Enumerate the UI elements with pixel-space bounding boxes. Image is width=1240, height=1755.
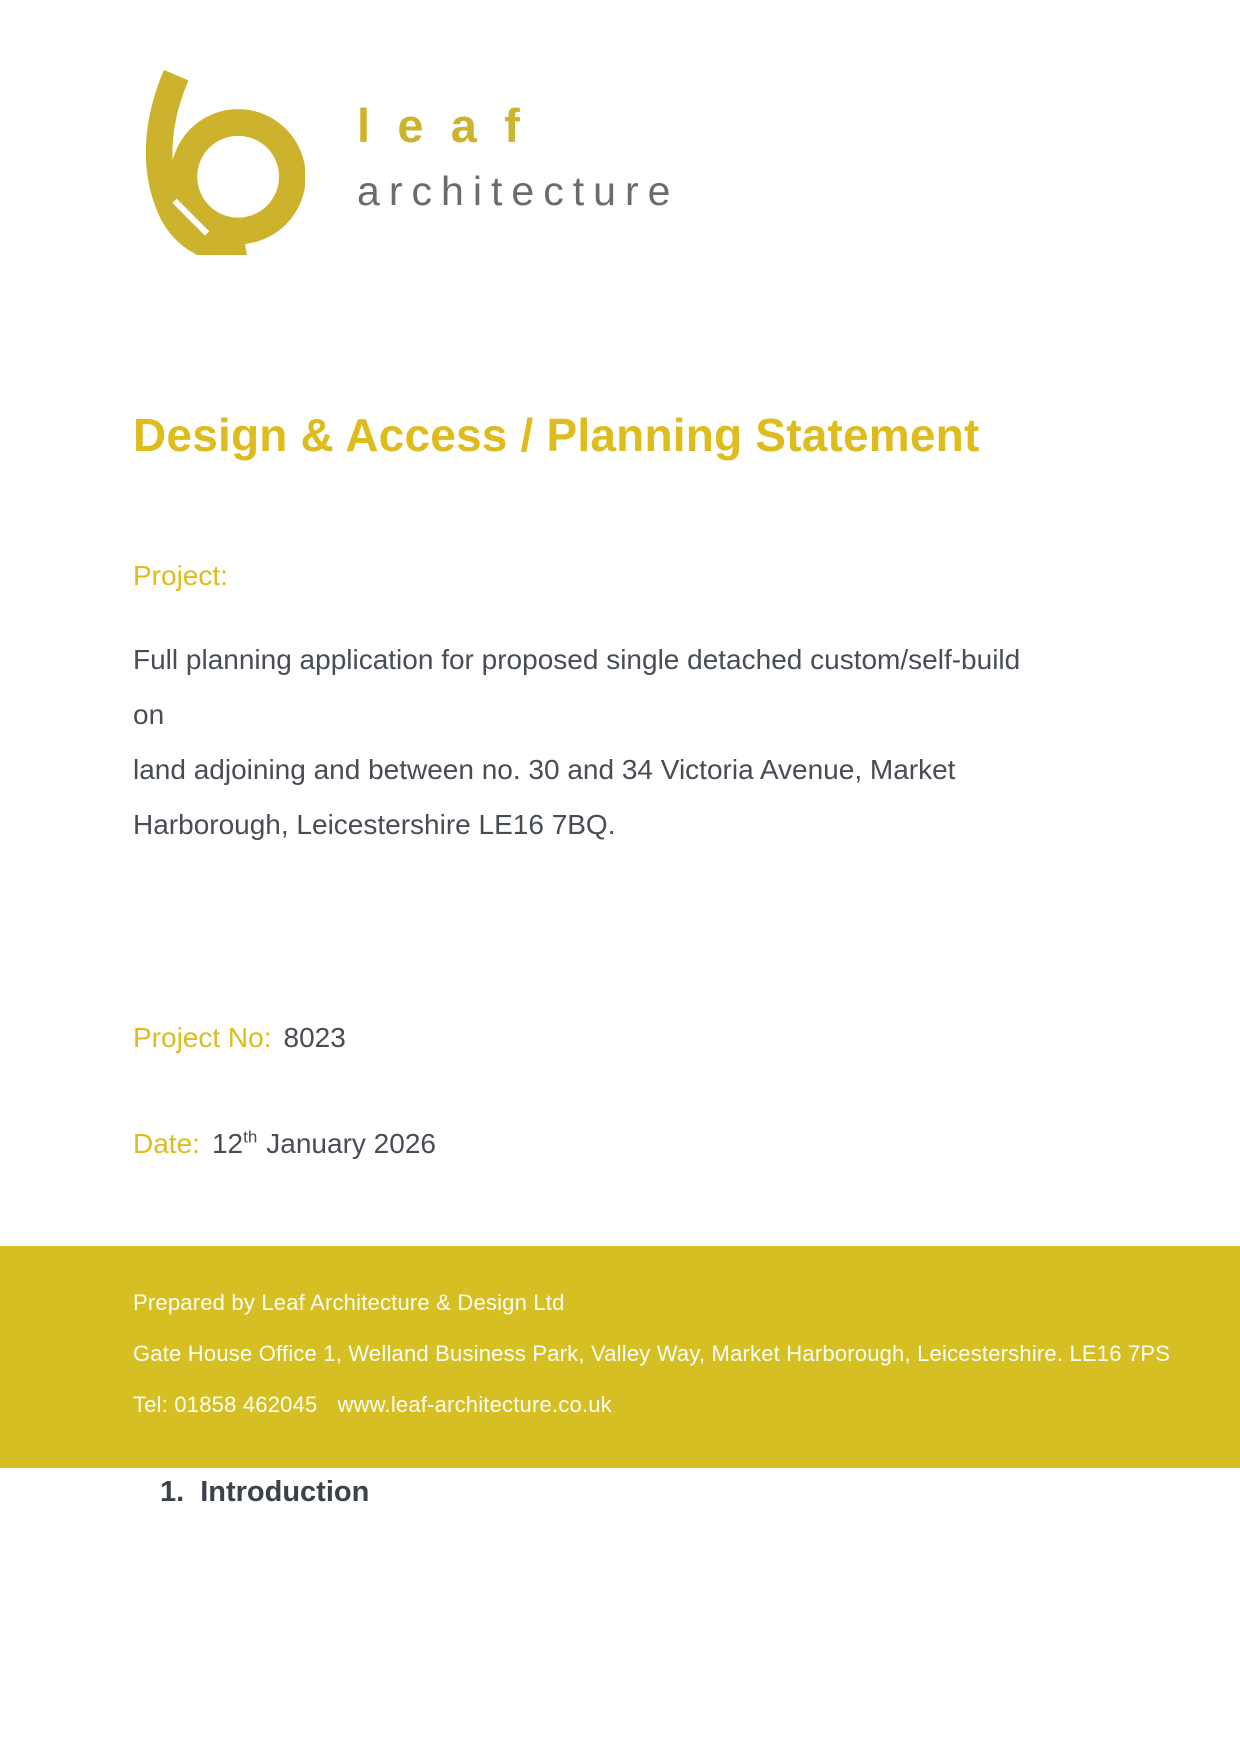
footer-contact-row — [133, 1394, 1240, 1416]
project-description-line: Harborough, Leicestershire LE16 7BQ. — [133, 809, 616, 840]
project-description-line: Full planning application for proposed single detached custom/self-build on — [133, 644, 1021, 730]
logo-wordmark — [357, 70, 679, 212]
date-row — [133, 1128, 436, 1160]
project-number-value: 8023 — [283, 1022, 346, 1053]
section-number: 1. — [160, 1476, 185, 1508]
date-day: 12 — [211, 1128, 244, 1159]
date-ordinal: th — [243, 1127, 258, 1147]
logo-brand-text: leaf — [357, 99, 548, 152]
footer-address: Gate House Office 1, Welland Business Park, Valley Way, Market Harborough, Leicestershire. LE16 7PS — [133, 1341, 1171, 1366]
leaf-logo-icon — [130, 70, 305, 255]
project-number-label: Project No: — [133, 1022, 272, 1053]
project-label: Project: — [133, 560, 228, 591]
section-heading-introduction — [160, 1476, 369, 1509]
date-label: Date: — [133, 1128, 200, 1159]
document-title: Design & Access / Planning Statement — [133, 409, 980, 461]
footer-telephone: Tel: 01858 462045 — [133, 1392, 318, 1417]
project-description — [133, 632, 1053, 852]
footer-website: www.leaf-architecture.co.uk — [337, 1392, 612, 1417]
logo-subtitle-text: architecture — [357, 168, 680, 214]
section-title: Introduction — [200, 1476, 370, 1508]
project-description-line: land adjoining and between no. 30 and 34 Victoria Avenue, Market — [133, 754, 956, 785]
company-logo — [130, 70, 679, 255]
footer-band — [0, 1246, 1240, 1468]
project-number-row — [133, 1022, 346, 1054]
footer-prepared-by: Prepared by Leaf Architecture & Design Ltd — [133, 1290, 565, 1315]
date-rest: January 2026 — [266, 1128, 436, 1159]
